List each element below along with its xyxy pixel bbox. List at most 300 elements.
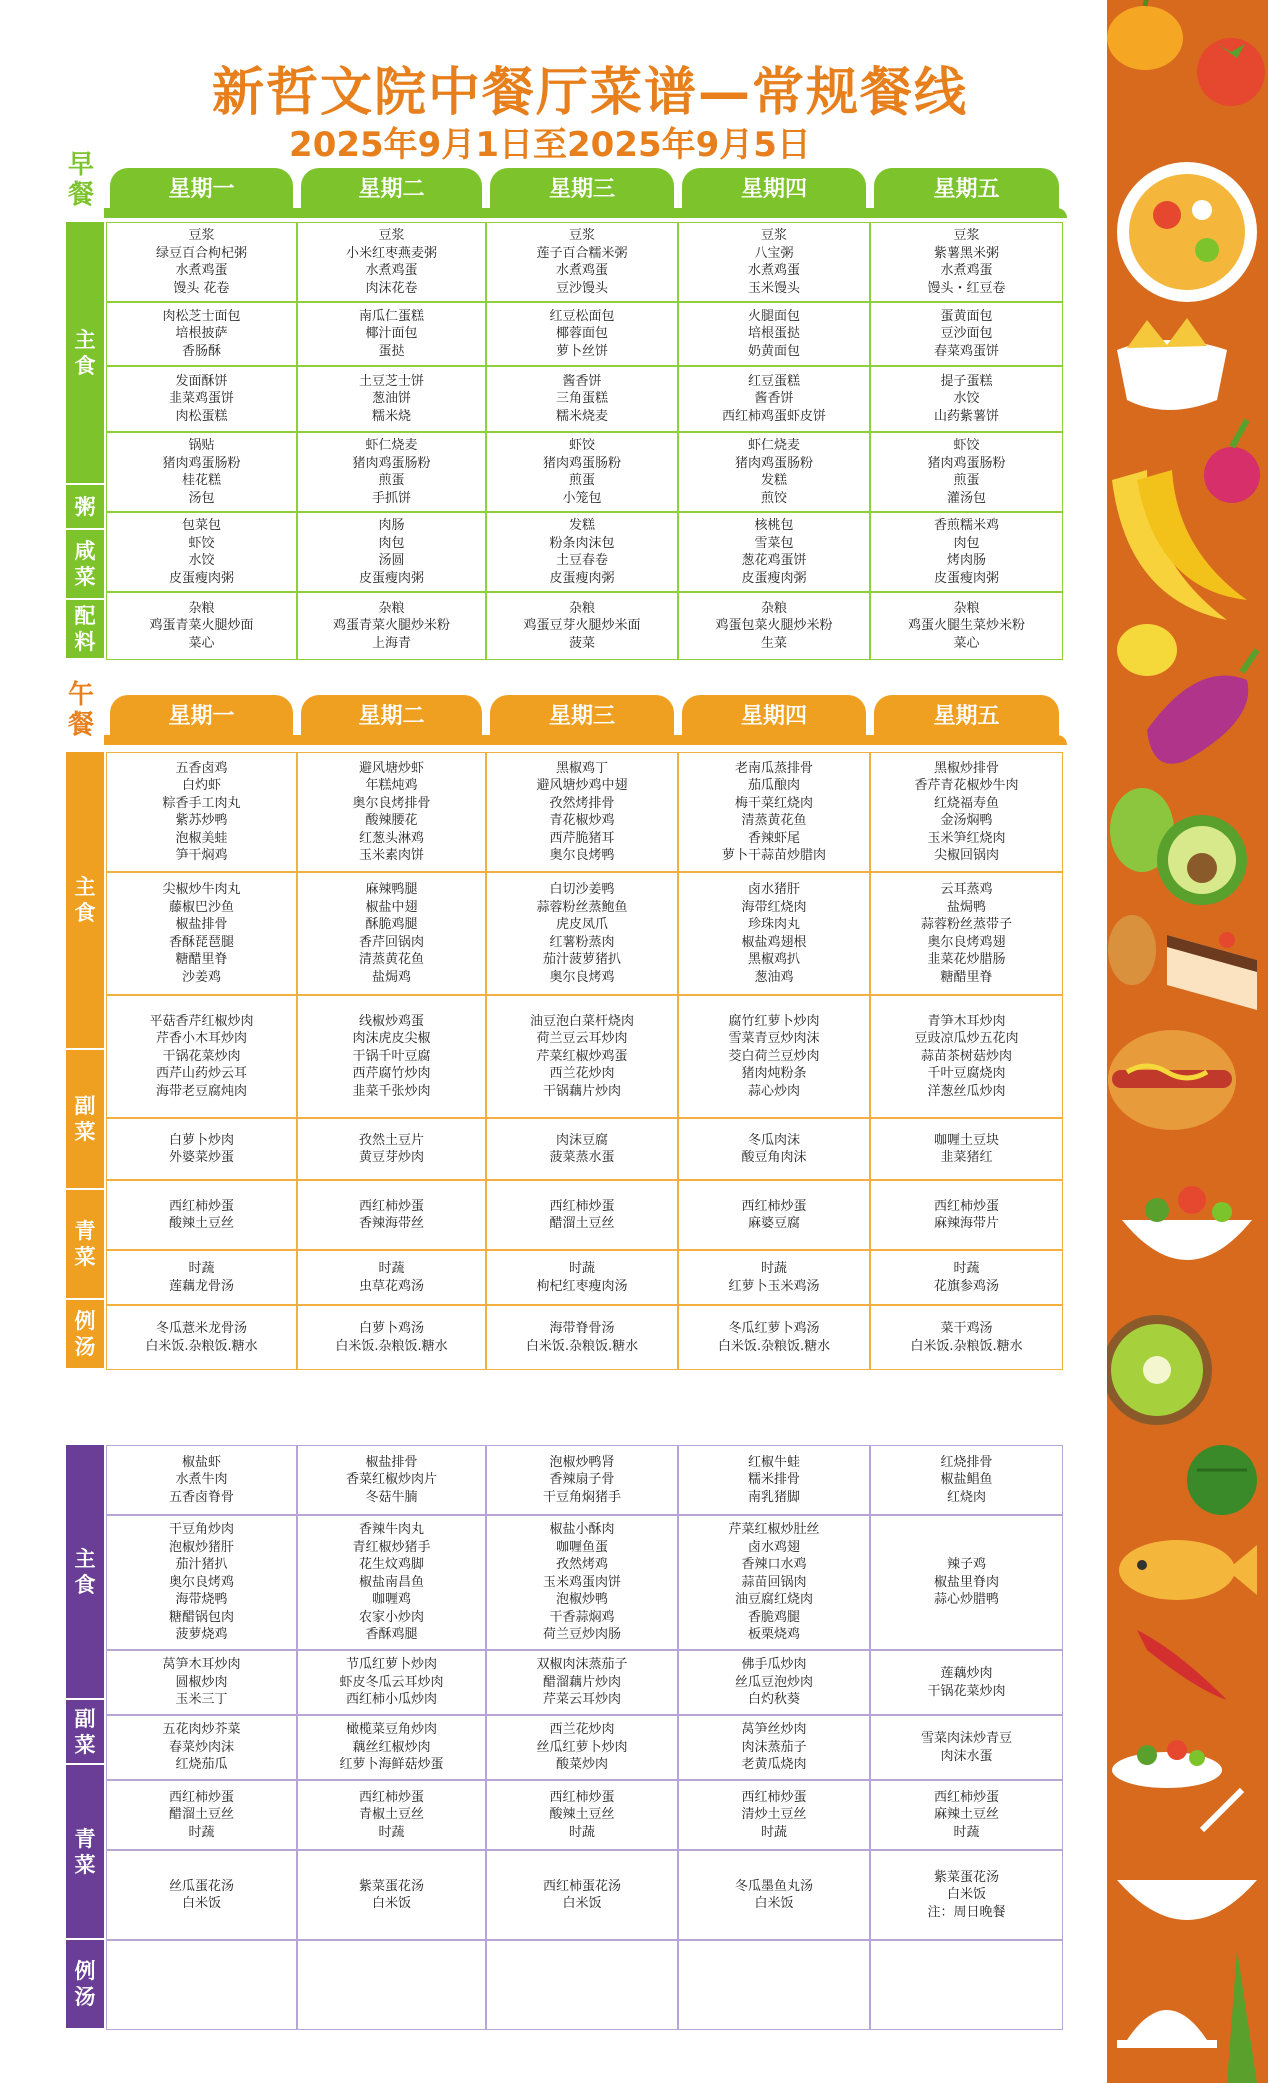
dish-name: 芹菜红椒炒鸡蛋 bbox=[536, 1048, 628, 1064]
dish-name: 时蔬 bbox=[188, 1824, 215, 1840]
dish-name: 水煮鸡蛋 bbox=[365, 263, 418, 278]
breakfast-menu-cell bbox=[678, 302, 870, 366]
dish-name: 西芹脆猪耳 bbox=[549, 830, 615, 846]
dinner-menu-cell bbox=[486, 1850, 678, 1940]
dish-name: 水煮鸡蛋 bbox=[175, 263, 228, 278]
dish-name: 冬瓜肉沫 bbox=[747, 1132, 800, 1148]
dish-name: 萝卜干蒜苗炒腊肉 bbox=[721, 848, 826, 863]
lunch-menu-cell bbox=[486, 1305, 678, 1370]
dish-name: 干锅花菜炒肉 bbox=[162, 1048, 241, 1064]
tomato-icon bbox=[1197, 38, 1265, 106]
dish-name: 水煮鸡蛋 bbox=[940, 263, 993, 278]
dish-name: 酸辣土豆丝 bbox=[168, 1216, 234, 1231]
lunch-menu-cell bbox=[870, 752, 1063, 872]
dish-name: 西红柿小瓜炒肉 bbox=[345, 1692, 437, 1708]
dish-name: 青红椒炒猪手 bbox=[352, 1539, 431, 1555]
dinner-menu-cell bbox=[678, 1515, 870, 1650]
dish-name: 雪菜青豆炒肉沫 bbox=[728, 1031, 820, 1047]
dish-name: 红烧福寿鱼 bbox=[933, 795, 999, 811]
dinner-menu-cell bbox=[297, 1650, 486, 1715]
dish-name: 红烧肉 bbox=[946, 1489, 986, 1505]
dish-name: 酸辣土豆丝 bbox=[549, 1807, 615, 1823]
dish-name: 蒜心炒肉 bbox=[747, 1083, 800, 1099]
dish-name: 西红柿炒蛋 bbox=[358, 1198, 424, 1214]
dish-name: 肉肠 bbox=[378, 518, 405, 533]
dish-name: 虾皮冬瓜云耳炒肉 bbox=[339, 1674, 444, 1690]
dish-name: 糖醋锅包肉 bbox=[168, 1609, 234, 1625]
dish-name: 水饺 bbox=[188, 553, 215, 568]
dish-name: 猪肉鸡蛋肠粉 bbox=[162, 455, 241, 471]
dish-name: 西红柿炒蛋 bbox=[549, 1789, 615, 1805]
lunch-menu-cell bbox=[870, 1305, 1063, 1370]
dinner-menu-cell bbox=[870, 1445, 1063, 1515]
breakfast-menu-cell bbox=[486, 592, 678, 660]
dish-name: 干豆角焖猪手 bbox=[542, 1489, 621, 1505]
dish-name: 生菜 bbox=[760, 635, 787, 651]
dish-name: 注：周日晚餐 bbox=[927, 1904, 1006, 1920]
breakfast-category-label: 咸菜 bbox=[74, 539, 96, 589]
dish-name: 时蔬 bbox=[568, 1261, 595, 1276]
dish-name: 鸡蛋豆芽火腿炒米面 bbox=[523, 618, 641, 634]
dinner-menu-cell bbox=[106, 1515, 297, 1650]
dish-name: 玉米馒头 bbox=[747, 280, 800, 296]
dish-name: 红烧茄瓜 bbox=[175, 1757, 228, 1773]
dish-name: 猪肉鸡蛋肠粉 bbox=[542, 455, 621, 471]
dinner-menu-cell bbox=[297, 1850, 486, 1940]
dish-name: 豆沙面包 bbox=[940, 326, 993, 342]
dish-name: 白米饭 bbox=[371, 1896, 411, 1911]
dish-name: 猪肉鸡蛋肠粉 bbox=[927, 455, 1006, 471]
dish-name: 圆椒炒肉 bbox=[175, 1674, 228, 1690]
dish-name: 韭菜鸡蛋饼 bbox=[168, 391, 234, 407]
dish-name: 馒头・红豆卷 bbox=[927, 280, 1006, 296]
dinner-menu-cell bbox=[106, 1940, 297, 2030]
dish-name: 汤圆 bbox=[378, 553, 405, 568]
lunch-menu-cell bbox=[106, 752, 297, 872]
dish-name: 糯米排骨 bbox=[747, 1472, 800, 1488]
dish-name: 杂粮 bbox=[188, 600, 215, 616]
dish-name: 香菜红椒炒肉片 bbox=[345, 1472, 437, 1488]
lunch-menu-cell bbox=[297, 1118, 486, 1180]
dish-name: 丝瓜红萝卜炒肉 bbox=[536, 1739, 628, 1755]
dish-name: 香辣扇子骨 bbox=[549, 1472, 615, 1488]
dish-name: 红葱头淋鸡 bbox=[358, 830, 424, 846]
dish-name: 干锅花菜炒肉 bbox=[927, 1683, 1006, 1699]
dinner-menu-cell bbox=[678, 1445, 870, 1515]
dish-name: 虾仁烧麦 bbox=[365, 438, 418, 453]
dish-name: 海带烧鸭 bbox=[175, 1592, 228, 1608]
chili-icon bbox=[1137, 1630, 1227, 1700]
dish-name: 五香卤鸡 bbox=[175, 760, 228, 776]
dish-name: 粽香手工肉丸 bbox=[162, 795, 241, 811]
dinner-menu-cell bbox=[486, 1715, 678, 1780]
dish-name: 绿豆百合枸杞粥 bbox=[155, 245, 247, 261]
day-header-3: 星期三 bbox=[490, 695, 674, 743]
dish-name: 白切沙姜鸭 bbox=[549, 882, 615, 897]
dish-name: 平菇香芹红椒炒肉 bbox=[149, 1013, 254, 1029]
dish-name: 双椒肉沫蒸茄子 bbox=[536, 1657, 628, 1673]
dish-name: 玉米素肉饼 bbox=[358, 848, 424, 863]
dish-name: 冬瓜红萝卜鸡汤 bbox=[728, 1321, 820, 1336]
dish-name: 糖醋里脊 bbox=[175, 952, 228, 967]
dish-name: 小米红枣燕麦粥 bbox=[345, 245, 437, 261]
kiwi-icon bbox=[1107, 1315, 1212, 1425]
lunch-menu-cell bbox=[678, 1250, 870, 1305]
breakfast-menu-cell bbox=[486, 302, 678, 366]
dinner-menu-cell bbox=[106, 1715, 297, 1780]
fish-icon bbox=[1119, 1540, 1257, 1600]
dish-name: 孜然烤鸡 bbox=[555, 1557, 608, 1573]
lunch-category-4 bbox=[66, 1300, 104, 1370]
lunch-menu-cell bbox=[106, 1118, 297, 1180]
lunch-category-label: 例汤 bbox=[74, 1309, 96, 1359]
dish-name: 笋干焖鸡 bbox=[175, 848, 228, 863]
dish-name: 腐竹红萝卜炒肉 bbox=[728, 1013, 820, 1029]
dish-name: 豆沙馒头 bbox=[555, 280, 608, 296]
dinner-category-label: 副菜 bbox=[74, 1706, 96, 1757]
dish-name: 千叶豆腐烧肉 bbox=[927, 1066, 1006, 1082]
dinner-menu-cell bbox=[678, 1940, 870, 2030]
dish-name: 红椒牛蛙 bbox=[747, 1454, 800, 1470]
day-header-3: 星期三 bbox=[490, 168, 674, 216]
breakfast-category-label: 粥 bbox=[74, 494, 96, 519]
dinner-menu-cell bbox=[678, 1650, 870, 1715]
dish-name: 芹香小木耳炒肉 bbox=[155, 1031, 247, 1047]
dish-name: 酱香饼 bbox=[754, 391, 794, 407]
dish-name: 麻辣鸭腿 bbox=[365, 882, 418, 897]
dish-name: 糖醋里脊 bbox=[940, 969, 993, 985]
dish-name: 肉沫豆腐 bbox=[555, 1132, 608, 1148]
breakfast-menu-cell bbox=[297, 432, 486, 512]
lunch-menu-cell bbox=[486, 1180, 678, 1250]
dinner-category-label: 主食 bbox=[74, 1546, 96, 1597]
dish-name: 小笼包 bbox=[562, 490, 602, 506]
lunch-menu-cell bbox=[297, 752, 486, 872]
dish-name: 发糕 bbox=[760, 473, 787, 488]
lunch-menu-cell bbox=[870, 1180, 1063, 1250]
dish-name: 时蔬 bbox=[953, 1824, 980, 1840]
dish-name: 韭菜千张炒肉 bbox=[352, 1083, 431, 1099]
dish-name: 紫菜蛋花汤 bbox=[358, 1878, 424, 1894]
dinner-menu-cell bbox=[486, 1445, 678, 1515]
day-header-1: 星期一 bbox=[110, 695, 293, 743]
dish-name: 猪肉炖粉条 bbox=[741, 1066, 807, 1082]
dish-name: 豆豉凉瓜炒五花肉 bbox=[914, 1031, 1019, 1047]
dish-name: 豆浆 bbox=[378, 228, 405, 243]
dish-name: 干锅藕片炒肉 bbox=[542, 1083, 621, 1099]
dish-name: 肉包 bbox=[378, 535, 405, 551]
breakfast-menu-cell bbox=[870, 432, 1063, 512]
dish-name: 香芹青花椒炒牛肉 bbox=[914, 778, 1019, 793]
breakfast-category-2 bbox=[66, 485, 104, 530]
breakfast-menu-cell bbox=[486, 512, 678, 592]
dish-name: 馒头 花卷 bbox=[173, 280, 230, 296]
dish-name: 泡椒炒猪肝 bbox=[168, 1539, 234, 1555]
dish-name: 虫草花鸡汤 bbox=[358, 1278, 424, 1294]
lunch-menu-cell bbox=[297, 872, 486, 995]
dish-name: 土豆春卷 bbox=[555, 553, 608, 568]
date-range: 2025年9月1日至2025年9月5日 bbox=[289, 125, 811, 165]
dish-name: 麻辣土豆丝 bbox=[933, 1807, 999, 1823]
dinner-category-1 bbox=[66, 1445, 104, 1700]
dish-name: 香酥鸡腿 bbox=[365, 1627, 418, 1643]
dish-name: 节瓜红萝卜炒肉 bbox=[345, 1657, 437, 1673]
dish-name: 肉沫蒸茄子 bbox=[741, 1739, 807, 1755]
lunch-menu-cell bbox=[486, 872, 678, 995]
dish-name: 肉沫水蛋 bbox=[940, 1748, 993, 1764]
lunch-menu-cell bbox=[870, 872, 1063, 995]
breakfast-menu-cell bbox=[106, 302, 297, 366]
dish-name: 雪菜包 bbox=[754, 535, 794, 551]
page-title: 新哲文院中餐厅菜谱—常规餐线 bbox=[211, 63, 968, 123]
dish-name: 虾饺 bbox=[953, 438, 980, 453]
dish-name: 玉米笋红烧肉 bbox=[927, 830, 1006, 846]
dish-name: 豆浆 bbox=[953, 228, 980, 243]
breakfast-menu-cell bbox=[486, 366, 678, 432]
dish-name: 洋葱丝瓜炒肉 bbox=[927, 1083, 1006, 1099]
radish-icon bbox=[1204, 420, 1260, 503]
dish-name: 西红柿炒蛋 bbox=[741, 1789, 807, 1805]
dish-name: 麻辣海带片 bbox=[933, 1216, 999, 1231]
dish-name: 椒盐中翅 bbox=[365, 899, 418, 915]
dish-name: 蛋黄面包 bbox=[940, 308, 993, 324]
dish-name: 时蔬 bbox=[953, 1261, 980, 1276]
dish-name: 肉松芝士面包 bbox=[162, 308, 241, 324]
dish-name: 年糕炖鸡 bbox=[365, 778, 418, 793]
leek-icon bbox=[1227, 1950, 1257, 2083]
dish-name: 水煮鸡蛋 bbox=[747, 263, 800, 278]
plate-salad-icon bbox=[1112, 1740, 1222, 1788]
dish-name: 卤水猪肝 bbox=[747, 882, 800, 897]
salad-bowl-icon bbox=[1122, 1186, 1252, 1260]
dish-name: 枸杞红枣瘦肉汤 bbox=[536, 1278, 628, 1294]
dish-name: 白米饭 bbox=[562, 1896, 602, 1911]
dish-name: 南瓜仁蛋糕 bbox=[358, 308, 424, 324]
dish-name: 干香蒜焖鸡 bbox=[549, 1609, 615, 1625]
food-illustration-strip bbox=[1107, 0, 1268, 2083]
dish-name: 干豆角炒肉 bbox=[168, 1522, 234, 1538]
dish-name: 椒盐里脊肉 bbox=[933, 1574, 999, 1590]
dish-name: 猪肉鸡蛋肠粉 bbox=[352, 455, 431, 471]
dish-name: 清蒸黄花鱼 bbox=[741, 813, 807, 828]
dish-name: 紫苏炒鸭 bbox=[175, 813, 228, 828]
dish-name: 老南瓜蒸排骨 bbox=[734, 760, 813, 776]
dish-name: 红萝卜海鲜菇炒蛋 bbox=[339, 1757, 444, 1773]
breakfast-menu-cell bbox=[297, 512, 486, 592]
dish-name: 时蔬 bbox=[378, 1261, 405, 1276]
breakfast-menu-cell bbox=[678, 366, 870, 432]
breakfast-menu-cell bbox=[678, 432, 870, 512]
dish-name: 莲子百合糯米粥 bbox=[536, 245, 628, 261]
dish-name: 上海青 bbox=[371, 635, 411, 651]
dish-name: 椒盐虾 bbox=[181, 1454, 221, 1470]
lunch-menu-cell bbox=[106, 1250, 297, 1305]
dish-name: 红薯粉蒸肉 bbox=[549, 934, 615, 950]
dish-name: 水煮鸡蛋 bbox=[555, 263, 608, 278]
dinner-menu-cell bbox=[870, 1650, 1063, 1715]
dish-name: 农家小炒肉 bbox=[358, 1609, 424, 1625]
breakfast-menu-cell bbox=[106, 432, 297, 512]
dish-name: 椒盐鸡翅根 bbox=[741, 934, 807, 950]
dish-name: 肉包 bbox=[953, 535, 980, 551]
dish-name: 清炒土豆丝 bbox=[741, 1807, 807, 1823]
dish-name: 白灼秋葵 bbox=[747, 1692, 800, 1708]
lunch-label: 午餐 bbox=[67, 680, 94, 740]
dish-name: 虾仁烧麦 bbox=[747, 438, 800, 453]
dish-name: 皮蛋瘦肉粥 bbox=[741, 570, 807, 586]
dish-name: 糯米烧麦 bbox=[555, 408, 608, 424]
dish-name: 尖椒回锅肉 bbox=[933, 848, 999, 863]
dish-name: 荷兰豆云耳炒肉 bbox=[536, 1031, 628, 1047]
dish-name: 青笋木耳炒肉 bbox=[927, 1013, 1006, 1029]
dish-name: 红豆蛋糕 bbox=[747, 373, 800, 389]
dish-name: 西红柿炒蛋 bbox=[741, 1198, 807, 1214]
dish-name: 时蔬 bbox=[568, 1824, 595, 1840]
dish-name: 橄榄菜豆角炒肉 bbox=[345, 1722, 437, 1738]
dish-name: 外婆菜炒蛋 bbox=[168, 1150, 234, 1165]
breakfast-menu-cell bbox=[486, 222, 678, 302]
dish-name: 菠菜蒸水蛋 bbox=[549, 1150, 615, 1165]
lunch-menu-cell bbox=[486, 995, 678, 1118]
dish-name: 八宝粥 bbox=[754, 245, 794, 261]
dinner-category-4 bbox=[66, 1940, 104, 2030]
breakfast-category-3 bbox=[66, 530, 104, 600]
dinner-category-3 bbox=[66, 1765, 104, 1940]
dish-name: 白米饭.杂粮饭.糖水 bbox=[525, 1338, 639, 1354]
day-header-5: 星期五 bbox=[874, 695, 1059, 743]
dish-name: 沙姜鸡 bbox=[181, 969, 221, 985]
dish-name: 板栗烧鸡 bbox=[747, 1627, 800, 1643]
dish-name: 香辣海带丝 bbox=[358, 1216, 424, 1231]
dish-name: 皮蛋瘦肉粥 bbox=[549, 570, 615, 586]
dish-name: 菜干鸡汤 bbox=[940, 1321, 993, 1336]
dish-name: 白米饭.杂粮饭.糖水 bbox=[145, 1338, 258, 1354]
dish-name: 盐焗鸭 bbox=[946, 899, 986, 915]
dish-name: 老黄瓜烧肉 bbox=[741, 1757, 807, 1773]
dish-name: 西芹腐竹炒肉 bbox=[352, 1066, 431, 1082]
dinner-menu-cell bbox=[486, 1780, 678, 1850]
pumpkin-icon bbox=[1107, 0, 1183, 70]
dish-name: 干锅千叶豆腐 bbox=[352, 1048, 431, 1064]
dish-name: 虎皮凤爪 bbox=[555, 917, 608, 932]
dinner-menu-cell bbox=[870, 1715, 1063, 1780]
dish-name: 孜然土豆片 bbox=[358, 1132, 424, 1148]
lunch-menu-cell bbox=[678, 1180, 870, 1250]
lunch-header-band bbox=[104, 735, 1067, 745]
breakfast-menu-cell bbox=[297, 592, 486, 660]
lunch-menu-cell bbox=[106, 1305, 297, 1370]
dish-name: 酸辣腰花 bbox=[365, 813, 418, 828]
dish-name: 三角蛋糕 bbox=[555, 391, 608, 407]
dish-name: 避风塘炒虾 bbox=[358, 760, 424, 776]
dish-name: 白米饭 bbox=[181, 1896, 221, 1911]
breakfast-menu-cell bbox=[106, 222, 297, 302]
dish-name: 春菜鸡蛋饼 bbox=[933, 343, 999, 359]
dish-name: 南乳猪脚 bbox=[747, 1489, 800, 1505]
dish-name: 西兰花炒肉 bbox=[549, 1722, 615, 1738]
dish-name: 菜心 bbox=[188, 635, 215, 651]
cloche-icon bbox=[1117, 2010, 1217, 2048]
dish-name: 酥脆鸡腿 bbox=[365, 917, 418, 932]
dish-name: 奥尔良烤鸡翅 bbox=[927, 934, 1006, 950]
dish-name: 芹菜红椒炒肚丝 bbox=[728, 1522, 820, 1538]
dish-name: 蛋挞 bbox=[378, 343, 405, 359]
breakfast-menu-cell bbox=[678, 512, 870, 592]
dinner-category-label: 例汤 bbox=[74, 1959, 96, 2009]
dish-name: 蒜苗茶树菇炒肉 bbox=[920, 1048, 1012, 1064]
dish-name: 白灼虾 bbox=[181, 778, 221, 793]
dish-name: 菠萝烧鸡 bbox=[175, 1627, 228, 1643]
dish-name: 酸菜炒肉 bbox=[555, 1757, 608, 1773]
dish-name: 珍珠肉丸 bbox=[747, 917, 800, 932]
dish-name: 西红柿炒蛋 bbox=[168, 1789, 234, 1805]
dish-name: 玉米三丁 bbox=[175, 1692, 228, 1708]
dish-name: 醋溜藕片炒肉 bbox=[542, 1674, 621, 1690]
dish-name: 五花肉炒芥菜 bbox=[162, 1722, 241, 1738]
dish-name: 豆浆 bbox=[568, 228, 595, 243]
dish-name: 奥尔良烤鸡 bbox=[549, 969, 615, 985]
dish-name: 盐焗鸡 bbox=[371, 969, 411, 985]
dish-name: 藤椒巴沙鱼 bbox=[168, 899, 234, 915]
breakfast-category-label: 配料 bbox=[74, 604, 96, 654]
dish-name: 莴笋木耳炒肉 bbox=[162, 1657, 241, 1673]
day-header-1: 星期一 bbox=[110, 168, 293, 216]
dish-name: 雪菜肉沫炒青豆 bbox=[920, 1731, 1012, 1746]
breakfast-menu-cell bbox=[870, 222, 1063, 302]
dish-name: 醋溜土豆丝 bbox=[549, 1216, 615, 1231]
lunch-menu-cell bbox=[297, 995, 486, 1118]
dinner-menu-cell bbox=[870, 1515, 1063, 1650]
breakfast-category-label: 主食 bbox=[74, 327, 96, 378]
dish-name: 香煎糯米鸡 bbox=[933, 518, 999, 533]
dish-name: 泡椒美蛙 bbox=[175, 830, 228, 846]
dish-name: 香肠酥 bbox=[181, 343, 221, 359]
dish-name: 西红柿炒蛋 bbox=[933, 1789, 999, 1805]
dinner-menu-cell bbox=[106, 1780, 297, 1850]
lunch-menu-cell bbox=[870, 1250, 1063, 1305]
dish-name: 红豆松面包 bbox=[549, 308, 615, 324]
dish-name: 杂粮 bbox=[568, 600, 595, 616]
bread-icon bbox=[1108, 915, 1156, 985]
dish-name: 西红柿炒蛋 bbox=[933, 1198, 999, 1214]
breakfast-label: 早餐 bbox=[67, 150, 94, 210]
chips-bowl-icon bbox=[1117, 318, 1227, 410]
dinner-menu-cell bbox=[486, 1515, 678, 1650]
dish-name: 奥尔良烤鸡 bbox=[168, 1574, 234, 1590]
dish-name: 白萝卜炒肉 bbox=[168, 1132, 234, 1148]
dish-name: 紫薯黑米粥 bbox=[933, 245, 999, 261]
dish-name: 杂粮 bbox=[378, 600, 405, 616]
dish-name: 肉松蛋糕 bbox=[175, 408, 228, 424]
dish-name: 火腿面包 bbox=[747, 308, 800, 324]
dinner-menu-cell bbox=[297, 1715, 486, 1780]
dinner-menu-cell bbox=[106, 1445, 297, 1515]
avocado-icon bbox=[1157, 815, 1247, 905]
dish-name: 香辣虾尾 bbox=[747, 830, 800, 846]
dish-name: 卤水鸡翅 bbox=[747, 1539, 800, 1555]
dish-name: 山药紫薯饼 bbox=[933, 408, 999, 424]
dish-name: 皮蛋瘦肉粥 bbox=[358, 570, 424, 586]
dish-name: 蒜苗回锅肉 bbox=[741, 1574, 807, 1590]
dish-name: 提子蛋糕 bbox=[940, 373, 993, 389]
dinner-menu-cell bbox=[297, 1780, 486, 1850]
dish-name: 桂花糕 bbox=[181, 473, 221, 488]
dish-name: 韭菜猪红 bbox=[940, 1150, 993, 1165]
dinner-menu-cell bbox=[870, 1850, 1063, 1940]
breakfast-menu-cell bbox=[106, 366, 297, 432]
dinner-menu-cell bbox=[106, 1650, 297, 1715]
dish-name: 椰汁面包 bbox=[365, 326, 418, 342]
